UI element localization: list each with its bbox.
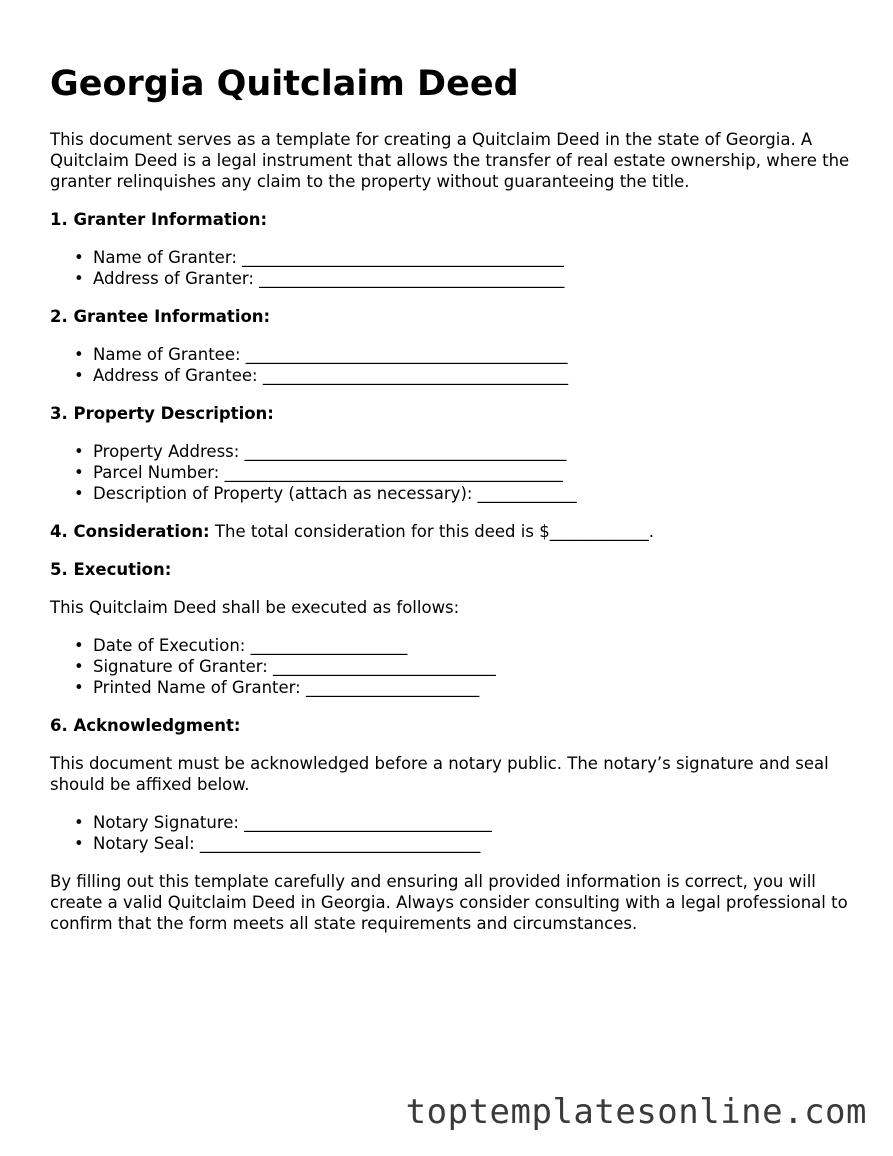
grantee-name-field: Name of Grantee: _______________________________________: [93, 345, 568, 364]
list-item: [74, 656, 850, 677]
granter-printed-name-field: Printed Name of Granter: _____________________: [93, 678, 480, 697]
list-item: [74, 812, 850, 833]
notary-seal-field: Notary Seal: __________________________________: [93, 834, 481, 853]
list-item: [74, 635, 850, 656]
list-item: [74, 247, 850, 268]
granter-address-field: Address of Granter: _____________________________________: [93, 269, 565, 288]
parcel-number-field: Parcel Number: _________________________________________: [93, 463, 563, 482]
bullet-icon: •: [74, 269, 84, 288]
granter-name-field: Name of Granter: _______________________________________: [93, 248, 564, 267]
list-item: [74, 441, 850, 462]
list-item: [74, 268, 850, 289]
bullet-icon: •: [74, 484, 84, 503]
bullet-icon: •: [74, 834, 84, 853]
consideration-heading: 4. Consideration:: [50, 522, 210, 541]
property-list: [50, 441, 850, 504]
bullet-icon: •: [74, 442, 84, 461]
grantee-heading: 2. Grantee Information:: [50, 307, 271, 326]
execution-date-field: Date of Execution: ___________________: [93, 636, 408, 655]
list-item: [74, 462, 850, 483]
execution-heading: 5. Execution:: [50, 560, 172, 579]
watermark-text: toptemplatesonline.com: [405, 1092, 867, 1132]
intro-paragraph: This document serves as a template for creating a Quitclaim Deed in the state of Georgia. A Quitclaim Deed is a legal instrument that allows the transfer of real estate ownership, where the granter relinquishes any claim to the property without guaranteeing the title.: [50, 130, 850, 191]
bullet-icon: •: [74, 678, 84, 697]
list-item: [74, 483, 850, 504]
acknowledgment-list: [50, 812, 850, 854]
document-body: [50, 129, 850, 951]
bullet-icon: •: [74, 345, 84, 364]
property-heading: 3. Property Description:: [50, 404, 274, 423]
grantee-address-field: Address of Grantee: _____________________________________: [93, 366, 569, 385]
list-item: [74, 833, 850, 854]
list-item: [74, 365, 850, 386]
consideration-text: The total consideration for this deed is $____________.: [209, 522, 654, 541]
granter-list: [50, 247, 850, 289]
property-address-field: Property Address: _______________________________________: [93, 442, 567, 461]
bullet-icon: •: [74, 248, 84, 267]
execution-list: [50, 635, 850, 698]
consideration-paragraph: [50, 521, 850, 542]
bullet-icon: •: [74, 366, 84, 385]
bullet-icon: •: [74, 657, 84, 676]
list-item: [74, 677, 850, 698]
grantee-list: [50, 344, 850, 386]
bullet-icon: •: [74, 463, 84, 482]
closing-paragraph: By filling out this template carefully and ensuring all provided information is correct, you will create a valid Quitclaim Deed in Georgia. Always consider consulting with a legal professional to confirm that the form meets all state requirements and circumstances.: [50, 872, 848, 933]
acknowledgment-heading: 6. Acknowledgment:: [50, 716, 241, 735]
acknowledgment-text: This document must be acknowledged before a notary public. The notary’s signature and seal should be affixed below.: [50, 754, 829, 794]
granter-signature-field: Signature of Granter: ___________________________: [93, 657, 496, 676]
property-description-field: Description of Property (attach as necessary): ____________: [93, 484, 577, 503]
execution-text: This Quitclaim Deed shall be executed as follows:: [50, 598, 460, 617]
list-item: [74, 344, 850, 365]
notary-signature-field: Notary Signature: ______________________________: [93, 813, 492, 832]
bullet-icon: •: [74, 813, 84, 832]
bullet-icon: •: [74, 636, 84, 655]
document-title: Georgia Quitclaim Deed: [50, 64, 519, 104]
granter-heading: 1. Granter Information:: [50, 210, 268, 229]
